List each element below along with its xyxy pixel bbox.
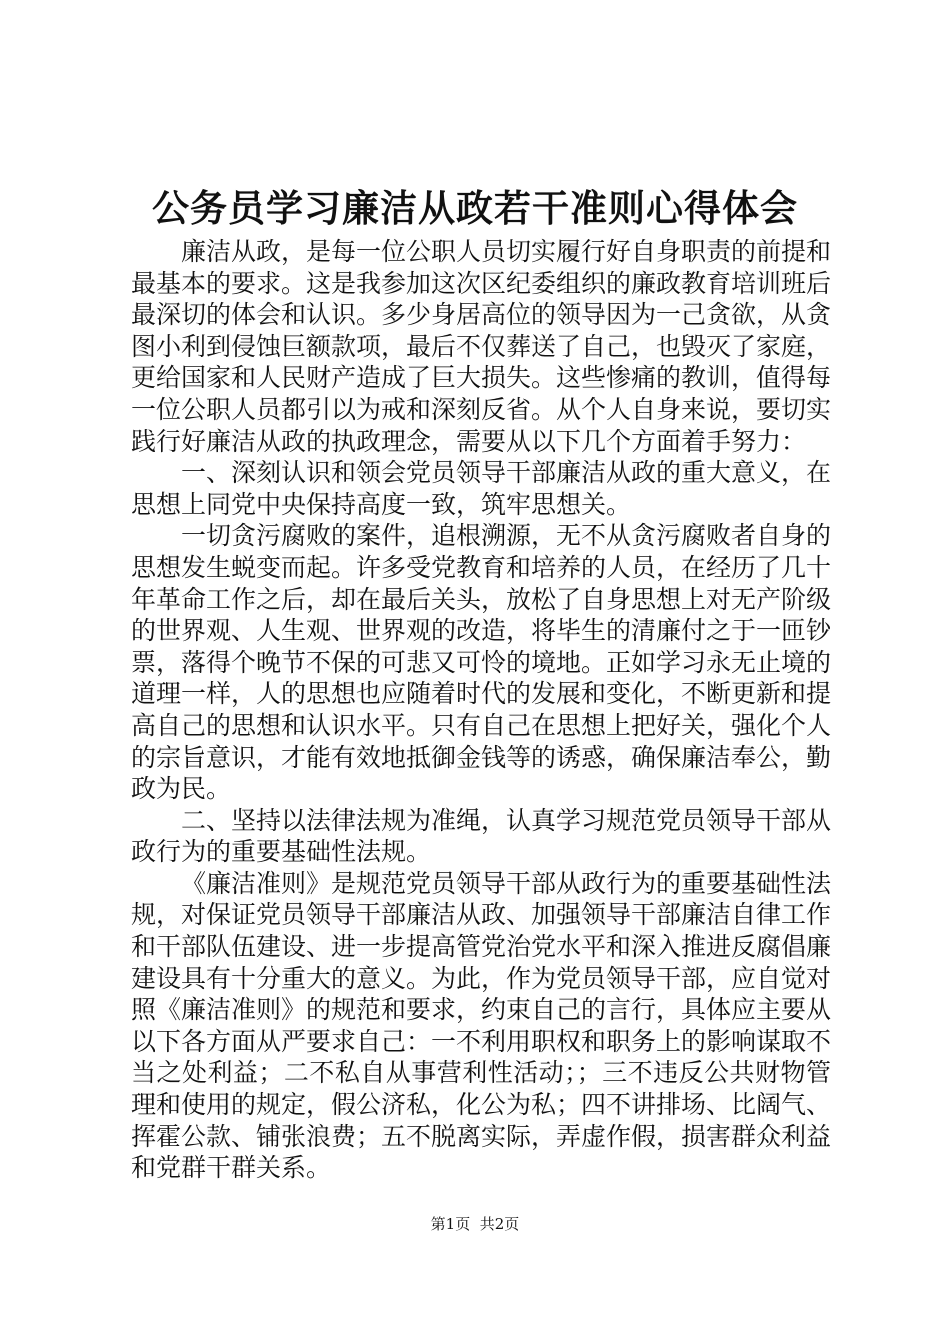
- paragraph-section-one: 一切贪污腐败的案件，追根溯源，无不从贪污腐败者自身的思想发生蜕变而起。许多受党教育和培养的人员，在经历了几十年革命工作之后，却在最后关头，放松了自身思想上对无产阶级的世界观、人生观、世界观的改造，将毕生的清廉付之于一匝钞票，落得个晚节不保的可悲又可怜的境地。正如学习永无止境的道理一样，人的思想也应随着时代的发展和变化，不断更新和提高自己的思想和认识水平。只有自己在思想上把好关，强化个人的宗旨意识，才能有效地抵御金钱等的诱惑，确保廉洁奉公，勤政为民。: [131, 521, 832, 804]
- document-body: [131, 236, 831, 1184]
- paragraph-heading-one: 一、深刻认识和领会党员领导干部廉洁从政的重大意义，在思想上同党中央保持高度一致，筑牢思想关。: [131, 458, 832, 519]
- footer-spacer: [470, 1215, 480, 1233]
- paragraph-heading-two: 二、坚持以法律法规为准绳，认真学习规范党员领导干部从政行为的重要基础性法规。: [131, 805, 832, 867]
- document-title: 公务员学习廉洁从政若干准则心得体会: [152, 187, 798, 230]
- page-number: 第1页: [430, 1215, 471, 1233]
- paragraph-section-two: 《廉洁准则》是规范党员领导干部从政行为的重要基础性法规，对保证党员领导干部廉洁从政、加强领导干部廉洁自律工作和干部队伍建设、进一步提高管党治党水平和深入推进反腐倡廉建设具有十分重大的意义。为此，作为党员领导干部，应自觉对照《廉洁准则》的规范和要求，约束自己的言行，具体应主要从以下各方面从严要求自己：一不利用职权和职务上的影响谋取不当之处利益；二不私自从事营利性活动；；三不违反公共财物管理和使用的规定，假公济私，化公为私；四不讲排场、比阔气、挥霍公款、铺张浪费；五不脱离实际，弄虚作假，损害群众利益和党群干群关系。: [131, 868, 832, 1183]
- page-footer: [0, 1214, 950, 1234]
- page-total: 共2页: [479, 1215, 520, 1233]
- paragraph-intro: 廉洁从政，是每一位公职人员切实履行好自身职责的前提和最基本的要求。这是我参加这次区纪委组织的廉政教育培训班后最深切的体会和认识。多少身居高位的领导因为一己贪欲，从贪图小利到侵蚀巨额款项，最后不仅葬送了自己，也毁灭了家庭，更给国家和人民财产造成了巨大损失。这些惨痛的教训，值得每一位公职人员都引以为戒和深刻反省。从个人自身来说，要切实践行好廉洁从政的执政理念，需要从以下几个方面着手努力：: [131, 237, 832, 456]
